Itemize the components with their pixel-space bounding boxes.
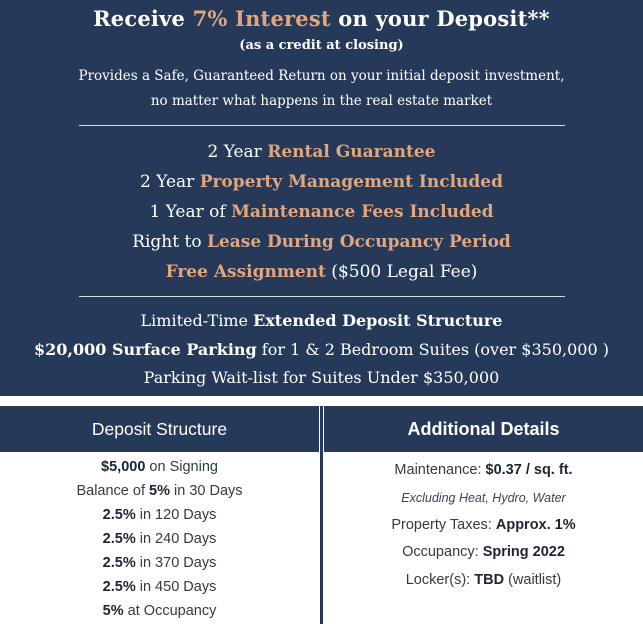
feature-item (0, 137, 643, 167)
deposit-amount: 2.5% (102, 531, 136, 547)
additional-details-list (324, 457, 643, 594)
deposit-amount: 2.5% (102, 507, 136, 523)
occupancy-label: Occupancy: (402, 544, 483, 560)
headline-accent: 7% Interest (192, 6, 331, 31)
extra-item (0, 336, 643, 365)
deposit-suffix: on Signing (145, 459, 218, 475)
feature-highlight: Lease During Occupancy Period (206, 232, 511, 252)
deposit-amount: 5% (149, 483, 170, 499)
maintenance-note: Excluding Heat, Hydro, Water (401, 490, 566, 505)
maintenance-label: Maintenance: (394, 462, 486, 478)
maintenance-value: $0.37 / sq. ft. (485, 462, 573, 478)
deposit-item (0, 551, 319, 575)
headline-sub-note: (as a credit at closing) (239, 38, 404, 53)
deposit-item (0, 575, 319, 599)
description-line: Provides a Safe, Guaranteed Return on your initial deposit investment, (78, 68, 565, 84)
maintenance-row (324, 457, 643, 485)
locker-value: TBD (474, 571, 505, 588)
property-taxes-row (324, 512, 643, 540)
locker-row (324, 567, 643, 595)
feature-highlight: Maintenance Fees Included (231, 202, 494, 222)
headline (0, 6, 643, 31)
feature-prefix: 1 Year of (149, 202, 232, 222)
promo-description (0, 64, 643, 114)
feature-item (0, 227, 643, 257)
deposit-item (0, 527, 319, 551)
headline-prefix: Receive (93, 6, 193, 31)
property-taxes-value: Approx. 1% (495, 516, 576, 533)
deposit-suffix: in 240 Days (135, 531, 217, 547)
deposit-item (0, 503, 319, 527)
extra-prefix: Parking Wait-list for Suites Under $350,000 (143, 368, 500, 387)
feature-item (0, 257, 643, 287)
feature-list (0, 137, 643, 287)
deposit-suffix: in 450 Days (135, 579, 217, 595)
extra-highlight: Extended Deposit Structure (253, 311, 503, 330)
feature-prefix: Right to (132, 232, 207, 252)
occupancy-value: Spring 2022 (482, 544, 565, 560)
deposit-item (0, 599, 319, 623)
deposit-amount: 5% (102, 603, 124, 619)
feature-highlight: Property Management Included (199, 172, 503, 192)
extra-suffix: for 1 & 2 Bedroom Suites (over $350,000 ) (256, 339, 609, 359)
extra-prefix: Limited-Time (140, 311, 254, 330)
extra-item (0, 364, 643, 393)
deposit-suffix: in 120 Days (135, 507, 217, 523)
deposit-amount: 2.5% (102, 555, 136, 571)
headline-suffix: on your Deposit** (330, 6, 550, 31)
deposit-suffix: in 30 Days (169, 483, 243, 499)
locker-label: Locker(s): (405, 571, 475, 588)
extra-item (0, 307, 643, 336)
divider-rule (79, 125, 565, 126)
feature-prefix: 2 Year (139, 172, 200, 192)
deposit-amount: $5,000 (101, 459, 146, 475)
deposit-suffix: in 370 Days (135, 555, 217, 571)
feature-item (0, 167, 643, 197)
feature-highlight: Rental Guarantee (267, 142, 436, 162)
locker-note: (waitlist) (504, 571, 562, 588)
deposit-structure-list (0, 455, 319, 623)
description-line: no matter what happens in the real estate market (150, 93, 493, 109)
feature-highlight: Free Assignment (165, 262, 326, 282)
deposit-suffix: at Occupancy (123, 603, 217, 619)
deposit-item (0, 455, 319, 479)
property-taxes-label: Property Taxes: (391, 516, 496, 533)
additional-details-header: Additional Details (324, 406, 643, 452)
deposit-amount: 2.5% (102, 579, 136, 595)
extras-list (0, 307, 643, 393)
divider-rule (79, 296, 565, 297)
column-divider (320, 406, 323, 624)
deposit-prefix: Balance of (76, 483, 150, 499)
feature-suffix: ($500 Legal Fee) (325, 262, 478, 282)
feature-item (0, 197, 643, 227)
deposit-structure-header: Deposit Structure (0, 406, 319, 452)
extra-highlight: $20,000 Surface Parking (34, 339, 257, 359)
deposit-item (0, 479, 319, 503)
feature-prefix: 2 Year (207, 142, 268, 162)
occupancy-row (324, 539, 643, 567)
